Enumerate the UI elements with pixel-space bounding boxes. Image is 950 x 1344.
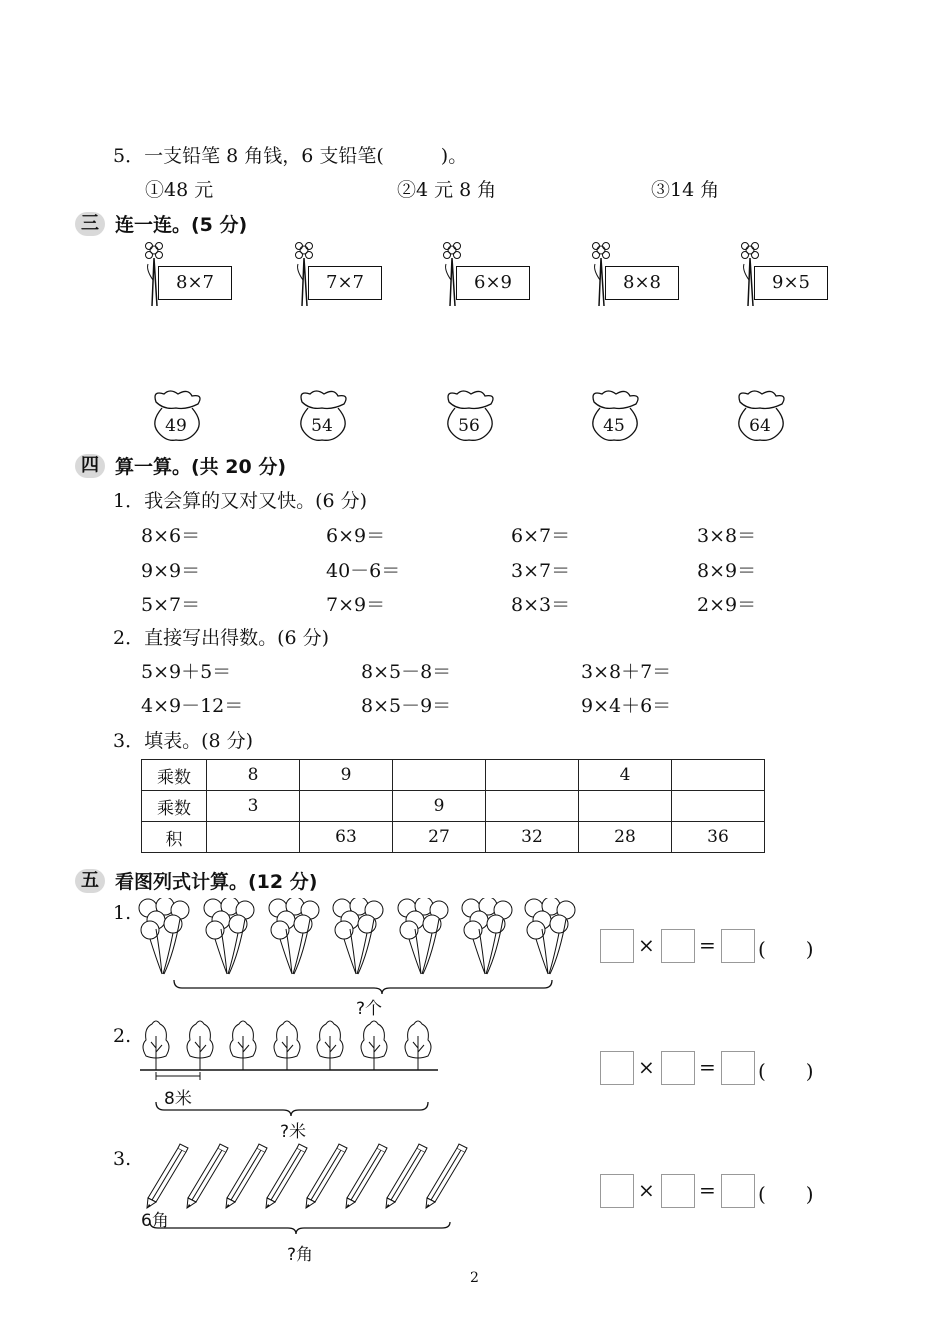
balloons-illustration (138, 898, 588, 994)
part-2-title: 2．直接写出得数。(6 分) (113, 627, 330, 649)
table-row (142, 760, 765, 791)
table-cell[interactable] (579, 791, 672, 822)
times-symbol: × (638, 1055, 655, 1079)
equals-symbol: = (699, 933, 716, 957)
table-cell[interactable] (486, 760, 579, 791)
times-symbol: × (638, 1178, 655, 1202)
section-4-heading (75, 452, 286, 479)
calc-item[interactable]: 8×5－8＝ (361, 661, 452, 683)
pot-card[interactable] (441, 388, 503, 450)
page-number: 2 (470, 1270, 479, 1286)
q5-option-3[interactable]: ③14 角 (651, 179, 720, 201)
table-cell: 乘数 (142, 791, 207, 822)
pencils-illustration (138, 1142, 468, 1238)
table-cell[interactable]: 8 (207, 760, 300, 791)
flower-expression: 9×5 (754, 266, 828, 300)
flower-expression: 8×7 (158, 266, 232, 300)
answer-box[interactable] (721, 929, 755, 963)
calc-item[interactable]: 3×8＋7＝ (581, 661, 672, 683)
table-cell[interactable]: 9 (393, 791, 486, 822)
calc-item[interactable]: 3×8＝ (697, 525, 757, 547)
item-2-total-label: ?米 (280, 1122, 307, 1142)
table-cell[interactable] (672, 791, 765, 822)
table-cell[interactable]: 4 (579, 760, 672, 791)
calc-item[interactable]: 8×5－9＝ (361, 695, 452, 717)
table-cell[interactable]: 63 (300, 822, 393, 853)
pot-value: 49 (165, 416, 187, 436)
unit-parentheses[interactable]: ( ) (758, 1059, 814, 1083)
section-3-title: 连一连。(5 分) (115, 214, 248, 236)
table-cell[interactable] (672, 760, 765, 791)
table-cell[interactable]: 36 (672, 822, 765, 853)
q5-option-2[interactable]: ②4 元 8 角 (397, 179, 497, 201)
table-cell[interactable]: 28 (579, 822, 672, 853)
answer-box[interactable] (600, 1174, 634, 1208)
calc-item[interactable]: 6×7＝ (511, 525, 571, 547)
q5-stem: 5．一支铅笔 8 角钱，6 支铅笔( )。 (113, 145, 468, 167)
table-row (142, 822, 765, 853)
calc-item[interactable]: 5×7＝ (141, 594, 201, 616)
table-cell[interactable]: 32 (486, 822, 579, 853)
answer-box[interactable] (661, 1174, 695, 1208)
table-cell[interactable]: 3 (207, 791, 300, 822)
calc-item[interactable]: 7×9＝ (326, 594, 386, 616)
answer-box[interactable] (661, 1051, 695, 1085)
table-cell[interactable]: 9 (300, 760, 393, 791)
table-row (142, 791, 765, 822)
q5-option-1[interactable]: ①48 元 (145, 179, 214, 201)
calc-item[interactable]: 40－6＝ (326, 560, 401, 582)
section-5-number: 五 (75, 869, 105, 893)
pot-value: 64 (749, 416, 771, 436)
table-cell[interactable] (393, 760, 486, 791)
section-5-title: 看图列式计算。(12 分) (115, 871, 318, 893)
table-cell[interactable]: 27 (393, 822, 486, 853)
pot-card[interactable] (732, 388, 794, 450)
unit-parentheses[interactable]: ( ) (758, 1182, 814, 1206)
item-3-total-label: ?角 (287, 1245, 314, 1265)
table-cell: 乘数 (142, 760, 207, 791)
flower-expression: 6×9 (456, 266, 530, 300)
part-3-title: 3．填表。(8 分) (113, 730, 254, 752)
item-1-total-label: ?个 (356, 999, 383, 1019)
fill-table (141, 759, 765, 853)
pot-value: 56 (458, 416, 480, 436)
unit-parentheses[interactable]: ( ) (758, 937, 814, 961)
answer-box[interactable] (721, 1174, 755, 1208)
pot-card[interactable] (294, 388, 356, 450)
table-cell[interactable] (486, 791, 579, 822)
calc-item[interactable]: 4×9－12＝ (141, 695, 244, 717)
answer-box[interactable] (661, 929, 695, 963)
pot-card[interactable] (148, 388, 210, 450)
calc-item[interactable]: 2×9＝ (697, 594, 757, 616)
calc-item[interactable]: 9×4＋6＝ (581, 695, 672, 717)
flower-expression: 8×8 (605, 266, 679, 300)
calc-item[interactable]: 9×9＝ (141, 560, 201, 582)
flower-expression: 7×7 (308, 266, 382, 300)
calc-item[interactable]: 8×6＝ (141, 525, 201, 547)
answer-box[interactable] (600, 1051, 634, 1085)
calc-item[interactable]: 8×3＝ (511, 594, 571, 616)
answer-box[interactable] (721, 1051, 755, 1085)
item-2-unit-label: 8米 (164, 1089, 192, 1109)
calc-item[interactable]: 6×9＝ (326, 525, 386, 547)
section-5-heading (75, 867, 317, 894)
answer-box[interactable] (600, 929, 634, 963)
pot-value: 45 (603, 416, 625, 436)
pot-card[interactable] (586, 388, 648, 450)
table-cell[interactable] (300, 791, 393, 822)
calc-item[interactable]: 5×9＋5＝ (141, 661, 232, 683)
times-symbol: × (638, 933, 655, 957)
calc-item[interactable]: 8×9＝ (697, 560, 757, 582)
table-cell: 积 (142, 822, 207, 853)
item-3-unit-label: 6角 (141, 1211, 169, 1231)
table-cell[interactable] (207, 822, 300, 853)
calc-item[interactable]: 3×7＝ (511, 560, 571, 582)
part-1-title: 1．我会算的又对又快。(6 分) (113, 490, 368, 512)
section-3-number: 三 (75, 212, 105, 236)
item-3-number: 3. (113, 1148, 132, 1170)
section-3-heading (75, 210, 247, 237)
pot-value: 54 (311, 416, 333, 436)
equals-symbol: = (699, 1178, 716, 1202)
item-1-number: 1. (113, 902, 132, 924)
equals-symbol: = (699, 1055, 716, 1079)
item-2-number: 2. (113, 1025, 132, 1047)
section-4-title: 算一算。(共 20 分) (115, 456, 287, 478)
section-4-number: 四 (75, 454, 105, 478)
